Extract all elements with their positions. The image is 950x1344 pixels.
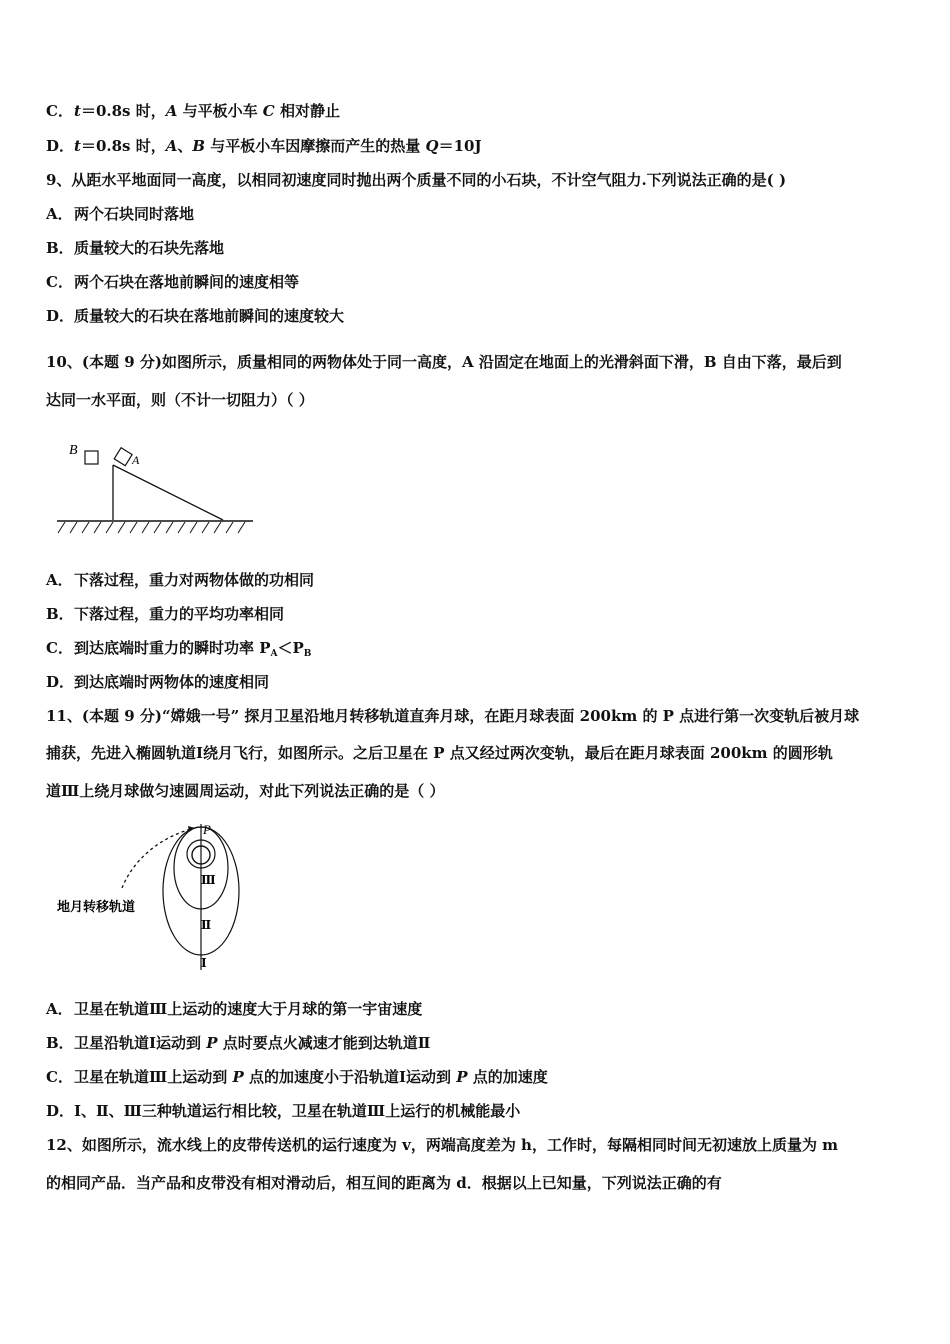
label-b: B (69, 443, 78, 458)
label-iii: Ⅲ (201, 873, 216, 887)
q10-option-d (46, 672, 910, 692)
q8-option-c (46, 101, 910, 121)
orbit-figure (52, 818, 252, 973)
option-key: C． (46, 273, 73, 291)
option-text: 卫星在轨道Ⅲ上运动的速度大于月球的第一宇宙速度 (74, 1000, 423, 1018)
option-text: 下落过程，重力的平均功率相同 (74, 605, 285, 623)
subscript-b: B (303, 649, 312, 659)
option-key: B． (46, 605, 74, 623)
option-text: 卫星在轨道Ⅲ上运动到 (74, 1068, 233, 1086)
subscript-a: A (270, 649, 278, 659)
option-key: A． (46, 1000, 73, 1018)
q11-option-d (46, 1101, 910, 1121)
block-a (114, 448, 132, 466)
option-key: B． (46, 1034, 74, 1052)
option-text: 质量较大的石块先落地 (74, 239, 225, 257)
q9-stem: 9、从距水平地面同一高度，以相同初速度同时抛出两个质量不同的小石块，不计空气阻力.下列说法正确的是( ) (46, 171, 787, 189)
incline (113, 465, 223, 520)
q9-option-b (46, 238, 910, 258)
var-p: P (206, 1034, 218, 1052)
text: 与平板小车因摩擦而产生的热量 (205, 137, 426, 155)
option-key: C． (46, 102, 73, 120)
var-a: A (165, 102, 178, 120)
block-b (85, 451, 98, 464)
option-key: D． (46, 1102, 75, 1120)
option-key: A． (46, 571, 73, 589)
option-text: 点时要点火减速才能到达轨道Ⅱ (217, 1034, 431, 1052)
option-text: 两个石块在落地前瞬间的速度相等 (74, 273, 300, 291)
text: ＝0.8s 时， (80, 102, 166, 120)
text: 与平板小车 (177, 102, 263, 120)
q10-stem-line1: 10、(本题 9 分)如图所示，质量相同的两物体处于同一高度，A 沿固定在地面上的光滑斜面下滑，B 自由下落，最后到 (46, 353, 842, 371)
label-ii: Ⅱ (201, 918, 212, 932)
option-key: D． (46, 307, 75, 325)
label-i: Ⅰ (201, 956, 207, 970)
option-text: 到达底端时重力的瞬时功率 P (74, 639, 271, 657)
option-key: D． (46, 137, 75, 155)
incline-figure (55, 436, 260, 540)
q8-option-d (46, 136, 910, 156)
option-text: ＜P (277, 639, 304, 657)
option-key: B． (46, 239, 74, 257)
q11-option-b (46, 1033, 910, 1053)
q11-option-c (46, 1067, 910, 1087)
var-p: P (232, 1068, 244, 1086)
q9-option-a (46, 204, 910, 224)
q10-option-c (46, 638, 910, 664)
q11-stem-line3: 道Ⅲ上绕月球做匀速圆周运动，对此下列说法正确的是（ ） (46, 782, 445, 800)
option-key: D． (46, 673, 75, 691)
ground-hatch (58, 522, 245, 533)
arrow-icon (188, 826, 195, 832)
var-p: P (456, 1068, 468, 1086)
q11-stem-line1: 11、(本题 9 分)“嫦娥一号” 探月卫星沿地月转移轨道直奔月球，在距月球表面 200km 的 P 点进行第一次变轨后被月球 (46, 707, 860, 725)
var-a: A (165, 137, 178, 155)
q11-option-a (46, 999, 910, 1019)
q10-stem-line2: 达同一水平面，则（不计一切阻力）（ ） (46, 391, 314, 409)
option-text: 质量较大的石块在落地前瞬间的速度较大 (74, 307, 345, 325)
q10-option-a (46, 570, 910, 590)
q12-stem-line1: 12、如图所示，流水线上的皮带传送机的运行速度为 v，两端高度差为 h，工作时，每隔相同时间无初速放上质量为 m (46, 1136, 839, 1154)
var-q: Q (425, 137, 439, 155)
label-a: A (132, 453, 140, 467)
q11-stem-line2: 捕获，先进入椭圆轨道Ⅰ绕月飞行，如图所示。之后卫星在 P 点又经过两次变轨，最后在距月球表面 200km 的圆形轨 (46, 744, 833, 762)
option-text: 点的加速度 (467, 1068, 548, 1086)
q10-option-b (46, 604, 910, 624)
option-key: C． (46, 639, 73, 657)
var-t: t (74, 137, 81, 155)
text: ＝10J (438, 137, 482, 155)
option-key: A． (46, 205, 73, 223)
text: 、 (177, 137, 193, 155)
option-text: 卫星沿轨道Ⅰ运动到 (74, 1034, 207, 1052)
label-transfer-orbit: 地月转移轨道 (57, 900, 136, 915)
var-b: B (192, 137, 206, 155)
option-key: C． (46, 1068, 73, 1086)
label-p: P (203, 822, 211, 837)
option-text: 下落过程，重力对两物体做的功相同 (74, 571, 315, 589)
q12-stem-line2: 的相同产品．当产品和皮带没有相对滑动后，相互间的距离为 d．根据以上已知量，下列说法正确的有 (46, 1174, 722, 1192)
option-text: 点的加速度小于沿轨道Ⅰ运动到 (243, 1068, 457, 1086)
option-text: 两个石块同时落地 (74, 205, 195, 223)
option-text: 到达底端时两物体的速度相同 (74, 673, 270, 691)
var-t: t (74, 102, 81, 120)
q9-option-c (46, 272, 910, 292)
option-text: Ⅰ、Ⅱ、Ⅲ三种轨道运行相比较，卫星在轨道Ⅲ上运行的机械能最小 (74, 1102, 521, 1120)
text: 相对静止 (274, 102, 340, 120)
var-c: C (262, 102, 275, 120)
text: ＝0.8s 时， (80, 137, 166, 155)
q9-option-d (46, 306, 910, 326)
